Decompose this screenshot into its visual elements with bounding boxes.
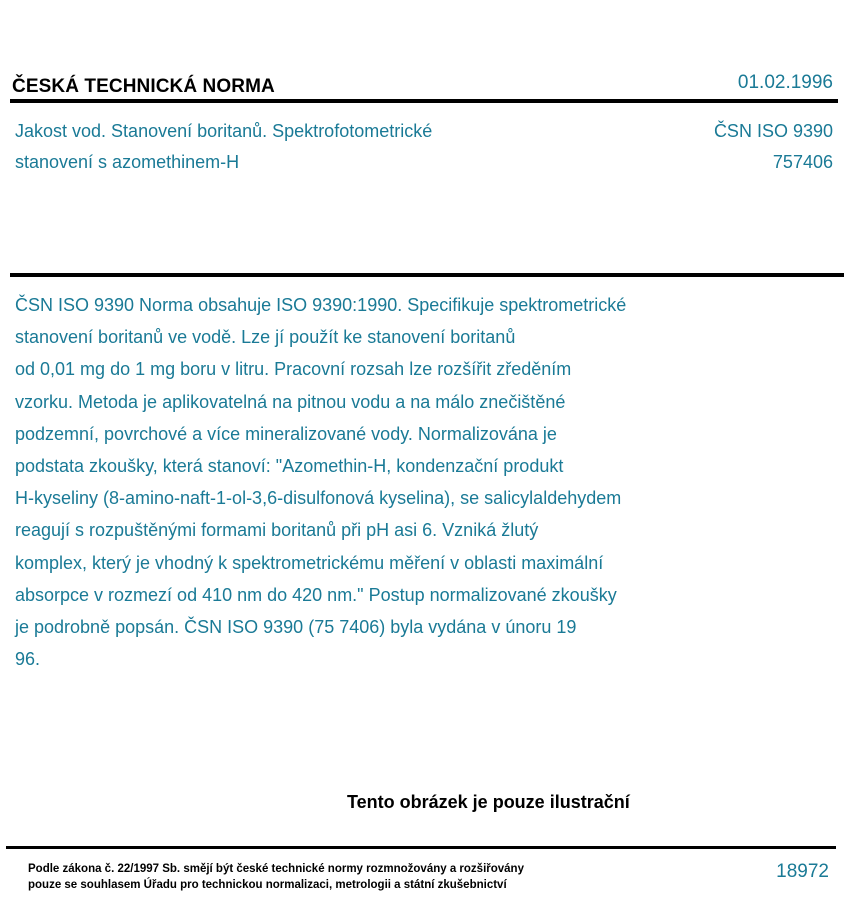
- abstract-line: H-kyseliny (8-amino-naft-1-ol-3,6-disulfonová kyselina), se salicylaldehydem: [15, 488, 622, 509]
- abstract-line: podstata zkoušky, která stanoví: "Azomethin-H, kondenzační produkt: [15, 456, 564, 477]
- abstract-text: [15, 289, 775, 675]
- illustration-note: Tento obrázek je pouze ilustrační: [347, 792, 630, 812]
- norm-heading: ČESKÁ TECHNICKÁ NORMA: [12, 76, 275, 97]
- abstract-line: od 0,01 mg do 1 mg boru v litru. Pracovní rozsah lze rozšířit zředěním: [15, 359, 572, 380]
- legal-notice-line: Podle zákona č. 22/1997 Sb. smějí být české technické normy rozmnožovány a rozšiřovány: [28, 863, 524, 875]
- abstract-line: ČSN ISO 9390 Norma obsahuje ISO 9390:1990. Specifikuje spektrometrické: [15, 295, 627, 315]
- document-number: 18972: [776, 861, 829, 882]
- standard-title: [15, 116, 432, 178]
- classification-code: 757406: [772, 152, 833, 172]
- footer-divider: [6, 846, 836, 849]
- legal-notice: [28, 861, 524, 893]
- abstract-line: podzemní, povrchové a více mineralizované vody. Normalizována je: [15, 423, 557, 444]
- section-divider: [10, 273, 844, 277]
- abstract-line: reagují s rozpuštěnými formami boritanů při pH asi 6. Vzniká žlutý: [15, 520, 539, 541]
- header-divider: [10, 99, 838, 103]
- abstract-line: 96.: [15, 649, 41, 670]
- standard-title-line: Jakost vod. Stanovení boritanů. Spektrofotometrické: [15, 121, 433, 141]
- abstract-line: komplex, který je vhodný k spektrometrickému měření v oblasti maximální: [15, 552, 604, 573]
- abstract-line: je podrobně popsán. ČSN ISO 9390 (75 7406) byla vydána v únoru 19: [15, 617, 577, 638]
- abstract-line: vzorku. Metoda je aplikovatelná na pitnou vodu a na málo znečištěné: [15, 391, 566, 412]
- publication-date: 01.02.1996: [737, 72, 833, 93]
- abstract-line: absorpce v rozmezí od 410 nm do 420 nm." Postup normalizované zkoušky: [15, 584, 617, 605]
- standard-title-line: stanovení s azomethinem-H: [15, 152, 240, 172]
- standard-codes: [714, 116, 833, 178]
- legal-notice-line: pouze se souhlasem Úřadu pro technickou normalizaci, metrologii a státní zkušebnictví: [28, 879, 507, 891]
- abstract-line: stanovení boritanů ve vodě. Lze jí použít ke stanovení boritanů: [15, 327, 516, 348]
- standard-designation: ČSN ISO 9390: [713, 121, 833, 141]
